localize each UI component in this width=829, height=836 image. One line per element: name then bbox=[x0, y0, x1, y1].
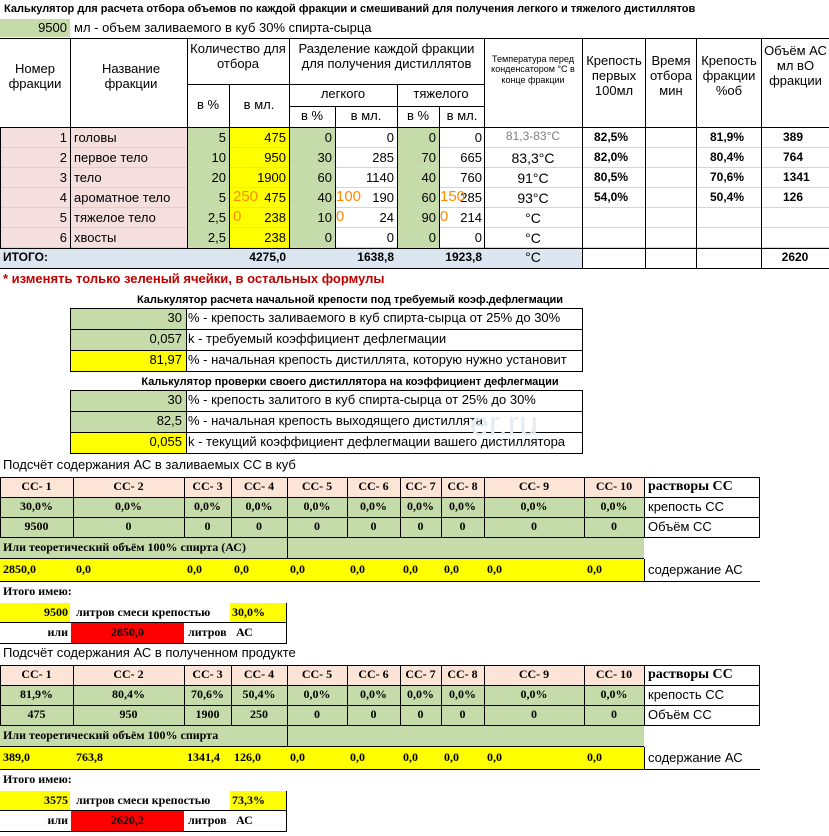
calc2-label: % - крепость залитого в куб спирта-сырца от 25% до 30% bbox=[188, 393, 536, 407]
cc-header: СС- 2 bbox=[73, 477, 184, 497]
annotation: 100 bbox=[336, 188, 362, 205]
cc-header: СС- 3 bbox=[184, 477, 231, 497]
sec2-title: Подсчёт содержания АС в полученном продукте bbox=[3, 646, 296, 660]
annotation: 150 bbox=[440, 188, 466, 205]
ac-value: 2620,2 bbox=[71, 811, 184, 831]
cc-header: СС- 1 bbox=[0, 665, 73, 685]
fraction-pct-input[interactable]: 2,5 bbox=[207, 211, 226, 225]
liters-value: 9500 bbox=[0, 603, 70, 622]
light-ml: 0 bbox=[386, 231, 394, 245]
fraction-strength-pct: 80,4% bbox=[710, 151, 745, 164]
cc-content: 0,0 bbox=[184, 559, 231, 581]
header-time: Время отбора мин bbox=[649, 54, 693, 98]
heavy-ml: 665 bbox=[460, 151, 482, 165]
cc-content: 2850,0 bbox=[0, 559, 73, 581]
header-light-ml: в мл. bbox=[350, 109, 382, 123]
total-volume: 2620 bbox=[781, 251, 809, 264]
fraction-name: тяжелое тело bbox=[74, 211, 156, 225]
have-label: Итого имею: bbox=[3, 585, 72, 598]
cc-header: СС- 1 bbox=[0, 477, 73, 497]
light-ml: 285 bbox=[372, 151, 394, 165]
cc-header: СС- 3 bbox=[184, 665, 231, 685]
fraction-strength-pct: 50,4% bbox=[710, 191, 745, 204]
fraction-pct-input[interactable]: 20 bbox=[211, 171, 226, 185]
cc-content: 0,0 bbox=[484, 559, 584, 581]
header-light: легкого bbox=[320, 87, 366, 101]
light-pct-input[interactable]: 0 bbox=[324, 131, 332, 145]
total-temp: °С bbox=[525, 249, 541, 265]
cc-content: 0,0 bbox=[400, 559, 441, 581]
fraction-strength: 54,0% bbox=[594, 191, 629, 204]
cc-header: СС- 4 bbox=[231, 477, 287, 497]
strength-label: крепость СС bbox=[648, 688, 725, 702]
cc-content: 0,0 bbox=[73, 559, 184, 581]
fraction-ml: 475 bbox=[264, 191, 286, 205]
fraction-temp: °С bbox=[525, 230, 541, 246]
have-label: Итого имею: bbox=[3, 773, 72, 786]
calc1-label: % - крепость заливаемого в куб спирта-сырца от 25% до 30% bbox=[188, 311, 561, 325]
cc-content: 1341,4 bbox=[184, 747, 231, 769]
fraction-num: 5 bbox=[59, 211, 67, 225]
ac-text: литров bbox=[188, 814, 227, 827]
fraction-strength: 80,5% bbox=[594, 171, 629, 184]
cc-header: СС- 2 bbox=[73, 665, 184, 685]
liters-pct: 73,3% bbox=[230, 791, 286, 810]
fraction-temp: °С bbox=[525, 210, 541, 226]
heavy-pct-input[interactable]: 0 bbox=[428, 231, 436, 245]
cc-volume-input[interactable]: 0 bbox=[400, 705, 441, 725]
cc-strength-input[interactable]: 0,0% bbox=[400, 685, 441, 705]
cc-strength-input[interactable]: 0,0% bbox=[484, 685, 584, 705]
cc-volume-input[interactable]: 9500 bbox=[0, 517, 73, 537]
total-label: ИТОГО: bbox=[3, 251, 48, 264]
cc-volume-input[interactable]: 0 bbox=[231, 517, 287, 537]
ac-value: 2850,0 bbox=[71, 623, 184, 643]
cc-volume-input[interactable]: 0 bbox=[287, 705, 347, 725]
light-ml: 0 bbox=[386, 131, 394, 145]
calc2-title: Калькулятор проверки своего дистиллятора на коэффициент дефлегмации bbox=[141, 376, 559, 388]
formula-note: * изменять только зеленый ячейки, в остальных формулы bbox=[3, 272, 385, 286]
fraction-pct-input[interactable]: 10 bbox=[211, 151, 226, 165]
heavy-pct-input[interactable]: 90 bbox=[421, 211, 436, 225]
cc-volume-input[interactable]: 0 bbox=[184, 517, 231, 537]
cc-strength-input[interactable]: 30,0% bbox=[0, 497, 73, 517]
cc-volume-input[interactable]: 0 bbox=[441, 517, 484, 537]
cc-header: СС- 9 bbox=[484, 665, 584, 685]
cc-content: 0,0 bbox=[441, 747, 484, 769]
cc-strength-input[interactable]: 0,0% bbox=[400, 497, 441, 517]
fraction-strength: 82,5% bbox=[594, 131, 629, 144]
ac-unit: АС bbox=[236, 814, 253, 827]
heavy-pct-input[interactable]: 70 bbox=[421, 151, 436, 165]
fraction-name: ароматное тело bbox=[74, 191, 171, 205]
cc-strength-input[interactable]: 0,0% bbox=[441, 685, 484, 705]
cc-header: СС- 6 bbox=[347, 665, 400, 685]
cc-strength-input[interactable]: 0,0% bbox=[584, 685, 644, 705]
fraction-ml: 1900 bbox=[257, 171, 286, 185]
cc-strength-input[interactable]: 80,4% bbox=[73, 685, 184, 705]
cc-strength-input[interactable]: 0,0% bbox=[584, 497, 644, 517]
or-label: или bbox=[47, 814, 68, 827]
total-light-ml: 1638,8 bbox=[357, 251, 394, 264]
light-ml: 1140 bbox=[366, 171, 394, 185]
cc-strength-input[interactable]: 81,9% bbox=[0, 685, 73, 705]
header-heavy: тяжелого bbox=[413, 87, 469, 101]
cc-content: 763,8 bbox=[73, 747, 184, 769]
cc-header: СС- 5 bbox=[287, 477, 347, 497]
header-num: Номер фракции bbox=[8, 62, 62, 91]
header-split: Разделение каждой фракции для получения дистиллятов bbox=[298, 42, 475, 71]
fraction-pct-input[interactable]: 2,5 bbox=[207, 231, 226, 245]
cube-volume-input[interactable]: 9500 bbox=[0, 19, 70, 37]
cc-header: СС- 7 bbox=[400, 665, 441, 685]
cc-strength-input[interactable]: 0,0% bbox=[287, 685, 347, 705]
cc-volume-input[interactable]: 0 bbox=[484, 517, 584, 537]
cc-strength-input[interactable]: 0,0% bbox=[347, 685, 400, 705]
cc-strength-input[interactable]: 0,0% bbox=[484, 497, 584, 517]
watermark: er.ru bbox=[470, 405, 539, 443]
fraction-num: 4 bbox=[59, 191, 67, 205]
calc1-value-input[interactable]: 0,057 bbox=[70, 329, 186, 350]
fraction-name: головы bbox=[74, 131, 117, 145]
cc-volume-input[interactable]: 950 bbox=[73, 705, 184, 725]
fraction-volume: 126 bbox=[783, 191, 804, 204]
fraction-temp: 83,3°С bbox=[511, 150, 555, 166]
header-heavy-pct: в % bbox=[406, 109, 430, 123]
fraction-ml: 238 bbox=[264, 211, 286, 225]
fraction-strength-pct: 70,6% bbox=[710, 171, 745, 184]
cc-content: 0,0 bbox=[347, 747, 400, 769]
calc1-value-input[interactable]: 30 bbox=[70, 308, 186, 329]
page-title: Калькулятор для расчета отбора объемов по каждой фракции и смешиваний для получения легкого и тяжелого дистиллятов bbox=[4, 3, 696, 15]
light-pct-input[interactable]: 30 bbox=[317, 151, 332, 165]
cc-volume-input[interactable]: 1900 bbox=[184, 705, 231, 725]
header-name: Название фракции bbox=[101, 62, 161, 91]
cc-header: СС- 6 bbox=[347, 477, 400, 497]
fraction-ml: 475 bbox=[264, 131, 286, 145]
header-qty-ml: в мл. bbox=[243, 98, 275, 112]
cc-header: СС- 10 bbox=[584, 665, 644, 685]
cc-content: 0,0 bbox=[484, 747, 584, 769]
header-volume: Объём АС мл вО фракции bbox=[764, 44, 827, 88]
annotation: 0 bbox=[336, 208, 345, 225]
liters-text: литров смеси крепостью bbox=[76, 794, 211, 807]
cc-content: 389,0 bbox=[0, 747, 73, 769]
cc-content: 0,0 bbox=[584, 559, 644, 581]
cc-strength-input[interactable]: 0,0% bbox=[184, 497, 231, 517]
fraction-name: тело bbox=[74, 171, 102, 185]
cc-header: СС- 10 bbox=[584, 477, 644, 497]
header-light-pct: в % bbox=[300, 109, 324, 123]
cc-header: СС- 8 bbox=[441, 665, 484, 685]
fraction-strength-pct: 81,9% bbox=[710, 131, 745, 144]
liters-value: 3575 bbox=[0, 791, 70, 810]
light-pct-input[interactable]: 40 bbox=[317, 191, 332, 205]
fraction-temp: 91°С bbox=[517, 170, 549, 186]
fraction-ml: 238 bbox=[264, 231, 286, 245]
header-qty: Количество для отбора bbox=[190, 42, 286, 71]
cc-content: 0,0 bbox=[584, 747, 644, 769]
cc-strength-input[interactable]: 0,0% bbox=[287, 497, 347, 517]
fraction-volume: 389 bbox=[783, 131, 804, 144]
content-label: содержание АС bbox=[648, 751, 743, 765]
cc-strength-input[interactable]: 0,0% bbox=[347, 497, 400, 517]
calc2-value: 0,055 bbox=[70, 432, 186, 453]
header-strength: Крепость первых 100мл bbox=[586, 54, 642, 98]
calc2-value-input[interactable]: 82,5 bbox=[70, 411, 186, 432]
volume-label: Объём СС bbox=[648, 520, 712, 534]
cc-content: 0,0 bbox=[400, 747, 441, 769]
cc-header: СС- 9 bbox=[484, 477, 584, 497]
fraction-pct-input[interactable]: 5 bbox=[218, 191, 226, 205]
light-pct-input[interactable]: 60 bbox=[317, 171, 332, 185]
header-temp: Температура перед конденсатором °С в конце фракции bbox=[491, 54, 575, 85]
cc-volume-input[interactable]: 0 bbox=[584, 517, 644, 537]
light-ml: 190 bbox=[372, 191, 394, 205]
light-pct-input[interactable]: 0 bbox=[324, 231, 332, 245]
heavy-pct-input[interactable]: 0 bbox=[428, 131, 436, 145]
fraction-name: хвосты bbox=[74, 231, 117, 245]
total-ml: 4275,0 bbox=[249, 251, 286, 264]
cc-header: СС- 7 bbox=[400, 477, 441, 497]
cc-volume-input[interactable]: 475 bbox=[0, 705, 73, 725]
header-qty-pct: в % bbox=[196, 98, 220, 112]
fraction-volume: 1341 bbox=[783, 171, 810, 184]
cc-volume-input[interactable]: 0 bbox=[441, 705, 484, 725]
content-label: содержание АС bbox=[648, 563, 743, 577]
cc-volume-input[interactable]: 0 bbox=[584, 705, 644, 725]
liters-pct: 30,0% bbox=[230, 603, 286, 622]
fraction-temp: 81,3-83°С bbox=[505, 130, 561, 143]
liters-text: литров смеси крепостью bbox=[76, 606, 211, 619]
cc-content: 0,0 bbox=[231, 559, 287, 581]
light-ml: 24 bbox=[379, 211, 394, 225]
calc2-label: % - начальная крепость выходящего дистиллята bbox=[188, 414, 483, 428]
cc-volume-input[interactable]: 0 bbox=[73, 517, 184, 537]
solutions-label: растворы СС bbox=[648, 667, 733, 682]
header-heavy-ml: в мл. bbox=[446, 109, 478, 123]
cc-volume-input[interactable]: 0 bbox=[287, 517, 347, 537]
fraction-strength: 82,0% bbox=[594, 151, 629, 164]
annotation: 0 bbox=[233, 208, 242, 225]
fraction-pct-input[interactable]: 5 bbox=[218, 131, 226, 145]
cc-content: 126,0 bbox=[231, 747, 287, 769]
cc-strength-input[interactable]: 70,6% bbox=[184, 685, 231, 705]
volume-label: Объём СС bbox=[648, 708, 712, 722]
fraction-num: 1 bbox=[59, 131, 67, 145]
cc-volume-input[interactable]: 250 bbox=[231, 705, 287, 725]
cc-volume-input[interactable]: 0 bbox=[347, 517, 400, 537]
calc1-value: 81,97 bbox=[70, 350, 186, 371]
cc-volume-input[interactable]: 0 bbox=[347, 705, 400, 725]
ac-unit: АС bbox=[236, 626, 253, 639]
sec1-title: Подсчёт содержания АС в заливаемых СС в куб bbox=[3, 458, 296, 472]
calc1-label: % - начальная крепость дистиллята, которую нужно установит bbox=[188, 353, 567, 367]
annotation: 250 bbox=[233, 188, 259, 205]
cc-content: 0,0 bbox=[287, 747, 347, 769]
cc-header: СС- 5 bbox=[287, 665, 347, 685]
cc-header: СС- 8 bbox=[441, 477, 484, 497]
heavy-ml: 285 bbox=[460, 191, 482, 205]
cube-volume-text: мл - объем заливаемого в куб 30% спирта-сырца bbox=[74, 21, 372, 35]
cc-strength-input[interactable]: 0,0% bbox=[441, 497, 484, 517]
calc2-label: k - текущий коэффициент дефлегмации вашего дистиллятора bbox=[188, 435, 566, 449]
calc2-value-input[interactable]: 30 bbox=[70, 390, 186, 411]
total-heavy-ml: 1923,8 bbox=[445, 251, 482, 264]
heavy-ml: 214 bbox=[460, 211, 482, 225]
calc1-title: Калькулятор расчета начальной крепости под требуемый коэф.дефлегмации bbox=[136, 294, 564, 306]
cc-strength-input[interactable]: 0,0% bbox=[231, 497, 287, 517]
fraction-temp: 93°С bbox=[517, 190, 549, 206]
cc-content: 0,0 bbox=[287, 559, 347, 581]
annotation: 0 bbox=[440, 208, 449, 225]
cc-volume-input[interactable]: 0 bbox=[484, 705, 584, 725]
strength-label: крепость СС bbox=[648, 500, 725, 514]
fraction-num: 2 bbox=[59, 151, 67, 165]
solutions-label: растворы СС bbox=[648, 479, 733, 494]
heavy-ml: 760 bbox=[460, 171, 482, 185]
fraction-num: 3 bbox=[59, 171, 67, 185]
heavy-pct-input[interactable]: 60 bbox=[421, 191, 436, 205]
cc-strength-input[interactable]: 0,0% bbox=[73, 497, 184, 517]
fraction-ml: 950 bbox=[264, 151, 286, 165]
fraction-num: 6 bbox=[59, 231, 67, 245]
ac-text: литров bbox=[188, 626, 227, 639]
heavy-ml: 0 bbox=[474, 231, 482, 245]
cc-header: СС- 4 bbox=[231, 665, 287, 685]
theory-label: Или теоретический объём 100% спирта (АС) bbox=[3, 541, 246, 554]
heavy-ml: 0 bbox=[474, 131, 482, 145]
cc-content: 0,0 bbox=[441, 559, 484, 581]
cc-strength-input[interactable]: 50,4% bbox=[231, 685, 287, 705]
or-label: или bbox=[47, 626, 68, 639]
heavy-pct-input[interactable]: 40 bbox=[421, 171, 436, 185]
fraction-volume: 764 bbox=[783, 151, 804, 164]
header-fraction-strength: Крепость фракции %об bbox=[701, 54, 757, 98]
fraction-name: первое тело bbox=[74, 151, 148, 165]
light-pct-input[interactable]: 10 bbox=[317, 211, 332, 225]
cc-content: 0,0 bbox=[347, 559, 400, 581]
calc1-label: k - требуемый коэффициент дефлегмации bbox=[188, 332, 447, 346]
cc-volume-input[interactable]: 0 bbox=[400, 517, 441, 537]
theory-label: Или теоретический объём 100% спирта bbox=[3, 729, 219, 742]
